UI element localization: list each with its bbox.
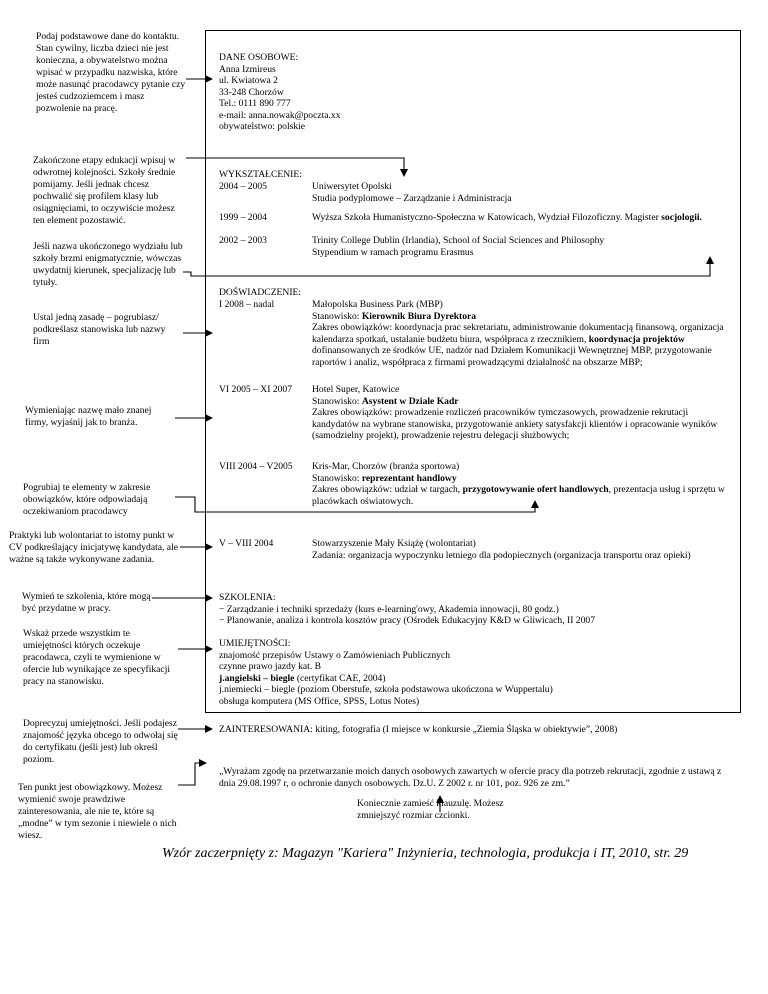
source-footer: Wzór zaczerpnięty z: Magazyn "Kariera" Inżynieria, technologia, produkcja i IT, 2010, str. 29	[162, 846, 689, 861]
cv-exp-entry-1: Małopolska Business Park (MBP) Stanowisko: Kierownik Biura Dyrektora Zakres obowiązków: koordynacja prac sekretariatu, administrowanie dokumentacją finansową, organizacja kalendarza spotkań, ustalanie budżetu biura, współpraca z rzecznikiem, koordynacja projektów dofinansowanych ze środków UE, nadzór nad Działem Komunikacji Wewnętrznej MBP, przygotowanie raportów i analiz, współpraca z firmami prowadzącymi działalność na obszarze MBP;	[312, 299, 724, 368]
cv-exp-entry-3: Kris-Mar, Chorzów (branża sportowa) Stanowisko: reprezentant handlowy Zakres obowiązków: udział w targach, przygotowywanie ofert handlowych, prezentacja usług i sprzętu w placówkach oświatowych.	[312, 461, 725, 507]
note-unknown-company: Wymieniając nazwę mało znanej firmy, wyjaśnij jak to branża.	[25, 405, 152, 428]
note-bold-duties: Pogrubiaj te elementy w zakresie obowiązków, które odpowiadają oczekiwaniom pracodawcy	[23, 482, 151, 517]
note-interests: Ten punkt jest obowiązkowy. Możesz wymienić swoje prawdziwe zainteresowania, ale nie te, które są „modne” w tym sezonie i niewiele o nich wiesz.	[18, 782, 177, 841]
cv-interests: ZAINTERESOWANIA: kiting, fotografia (I miejsce w konkursie „Ziemia Śląska w obiektywie”, 2008)	[219, 724, 618, 735]
note-clause: Koniecznie zamieść klauzulę. Możesz zmniejszyć rozmiar czcionki.	[357, 798, 504, 821]
cv-edu-text-1: Uniwersytet Opolski Studia podyplomowe – Zarządzanie i Administracja	[312, 181, 512, 204]
cv-exp-entry-2: Hotel Super, Katowice Stanowisko: Asystent w Dziale Kadr Zakres obowiązków: prowadzenie rozliczeń pracowników tymczasowych, prowadzenie rekrutacji kandydatów na wybrane stanowiska, przygotowanie ankiety satysfakcji klientów i opracowanie wyników (samodzielny projekt), prowadzenie rejestru delegacji służbowych;	[312, 384, 718, 441]
cv-edu-text-3: Trinity College Dublin (Irlandia), School of Social Sciences and Philosophy Stypendium w ramach programu Erasmus	[312, 235, 605, 258]
cv-trainings: SZKOLENIA: − Zarządzanie i techniki sprzedaży (kurs e-learning'owy, Akademia innowacji, 80 godz.) − Planowanie, analiza i kontrola kosztów pracy (Ośrodek Edukacyjny K&D w Gliwicach, II 2007	[219, 592, 595, 626]
note-languages: Doprecyzuj umiejętności. Jeśli podajesz znajomość języka obcego to odwołaj się do certyfikatu (jeśli jest) lub określ poziom.	[23, 718, 178, 765]
note-trainings: Wymień te szkolenia, które mogą być przydatne w pracy.	[22, 591, 151, 614]
note-volunteer: Praktyki lub wolontariat to istotny punkt w CV podkreślający inicjatywę kandydata, ale ważne są także wykonywane zadania.	[9, 530, 178, 565]
cv-edu-date-3: 2002 – 2003	[219, 235, 267, 246]
note-education-order: Zakończone etapy edukacji wpisuj w odwrotnej kolejności. Szkoły średnie pomijamy. Jeśli jednak chcesz pochwalić się profilem klasy lub osiągnięciami, to oczywiście możesz ten element pozostawić.	[33, 155, 176, 226]
note-skills: Wskaż przede wszystkim te umiejętności których oczekuje pracodawca, czyli te wymienione w ofercie lub wynikające ze specyfikacji pracy na stanowisku.	[23, 628, 171, 687]
cv-edu-text-2: Wyższa Szkoła Humanistyczno-Społeczna w Katowicach, Wydział Filozoficzny. Magister socjologii.	[312, 212, 702, 223]
cv-exp-date-4: V – VIII 2004	[219, 538, 274, 549]
cv-education-heading: WYKSZTAŁCENIE:	[219, 169, 302, 180]
cv-exp-date-1: I 2008 – nadal	[219, 299, 275, 310]
cv-clause: „Wyrażam zgodę na przetwarzanie moich danych osobowych zawartych w ofercie pracy dla potrzeb rekrutacji, zgodnie z ustawą z dnia 29.08.1997 r, o ochronie danych osobowych. Dz.U. Z 2002 r. nr 101, poz. 926 ze zm.”	[219, 766, 722, 789]
cv-exp-date-3: VIII 2004 – V2005	[219, 461, 293, 472]
cv-edu-date-2: 1999 – 2004	[219, 212, 267, 223]
cv-exp-entry-4: Stowarzyszenie Mały Książę (wolontariat) Zadania: organizacja wypoczynku letniego dla podopiecznych (organizacja transportu oraz opieki)	[312, 538, 691, 561]
note-school-name: Jeśli nazwa ukończonego wydziału lub szkoły brzmi enigmatycznie, wówczas uwydatnij kierunek, specjalizację lub tytuły.	[33, 241, 183, 288]
cv-personal-data: DANE OSOBOWE: Anna Izmireus ul. Kwiatowa 2 33-248 Chorzów Tel.: 0111 890 777 e-mail: anna.nowak@poczta.xx obywatelstwo: polskie	[219, 52, 341, 132]
cv-exp-date-2: VI 2005 – XI 2007	[219, 384, 293, 395]
cv-skills: UMIEJĘTNOŚCI: znajomość przepisów Ustawy o Zamówieniach Publicznych czynne prawo jazdy kat. B j.angielski – biegle (certyfikat CAE, 2004) j.niemiecki – biegle (poziom Oberstufe, szkoła podstawowa ukończona w Wuppertalu) obsługa komputera (MS Office, SPSS, Lotus Notes)	[219, 638, 553, 707]
cv-experience-heading: DOŚWIADCZENIE:	[219, 287, 302, 298]
cv-edu-date-1: 2004 – 2005	[219, 181, 267, 192]
note-consistent-rule: Ustal jedną zasadę – pogrubiasz/ podkreślasz stanowiska lub nazwy firm	[33, 312, 166, 347]
note-basic-data: Podaj podstawowe dane do kontaktu. Stan cywilny, liczba dzieci nie jest konieczna, a obywatelstwo można wpisać w przypadku nazwiska, które może nasunąć pracodawcy pytanie czy jesteś cudzoziemcem i masz pozwolenie na pracę.	[36, 31, 186, 114]
